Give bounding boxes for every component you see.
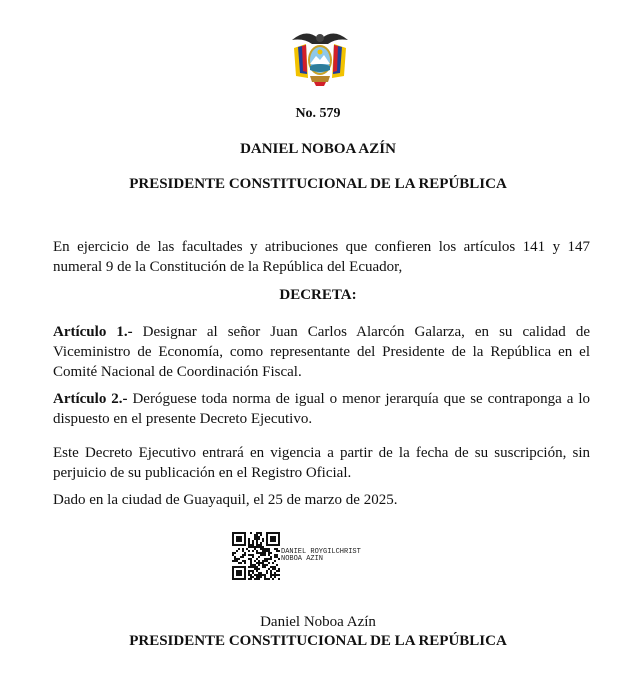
dado-paragraph: Dado en la ciudad de Guayaquil, el 25 de marzo de 2025.	[53, 492, 398, 508]
preamble: En ejercicio de las facultades y atribuciones que confieren los artículos 141 y 147 numeral 9 de la Constitución de la República del Ecuador,	[53, 239, 590, 275]
signer-name: Daniel Noboa Azín	[260, 614, 376, 630]
article-2-label: Artículo 2.-	[53, 391, 128, 407]
decree-number: No. 579	[295, 106, 341, 121]
coat-of-arms-icon	[288, 26, 352, 88]
vigencia-paragraph: Este Decreto Ejecutivo entrará en vigencia a partir de la fecha de su suscripción, sin perjuicio de su publicación en el Registro Oficial.	[53, 445, 590, 481]
article-1	[53, 322, 590, 382]
decreta-heading: DECRETA:	[279, 287, 357, 303]
president-title: PRESIDENTE CONSTITUCIONAL DE LA REPÚBLICA	[129, 176, 507, 192]
signature-line-2: NOBOA AZIN	[281, 555, 324, 563]
article-1-label: Artículo 1.-	[53, 324, 133, 340]
signature-line-1: DANIEL ROYGILCHRIST	[281, 548, 361, 556]
article-1-text: Designar al señor Juan Carlos Alarcón Galarza, en su calidad de Viceministro de Economía, como representante del Presidente de la República en el Comité Nacional de Coordinación Fiscal.	[53, 324, 590, 380]
qr-code-icon	[232, 532, 280, 580]
article-2-text: Deróguese toda norma de igual o menor jerarquía que se contraponga a lo dispuesto en el presente Decreto Ejecutivo.	[53, 391, 590, 427]
signer-title: PRESIDENTE CONSTITUCIONAL DE LA REPÚBLICA	[129, 633, 507, 649]
article-2	[53, 389, 590, 429]
president-name: DANIEL NOBOA AZÍN	[240, 141, 396, 157]
digital-signature	[281, 544, 361, 563]
